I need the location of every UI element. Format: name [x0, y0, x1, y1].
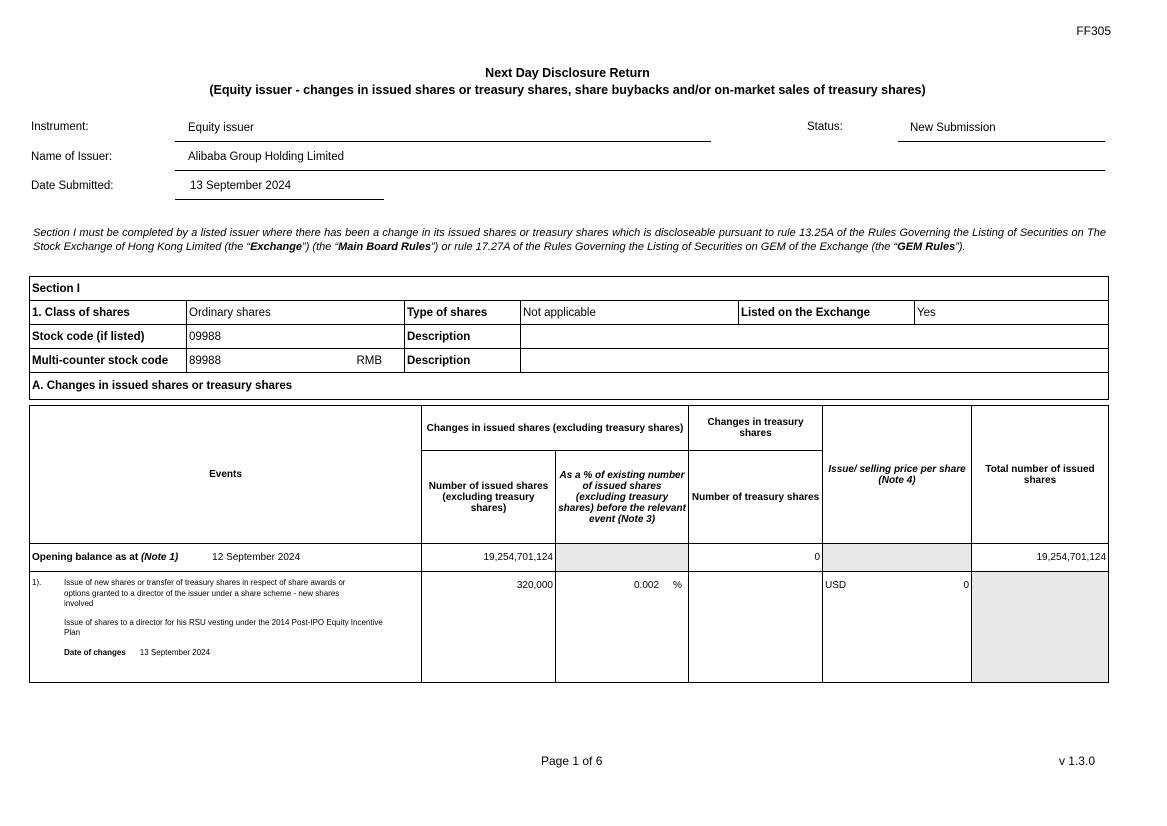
stock-code-value: 09988 [187, 325, 405, 349]
section1-title: Section I [30, 277, 1109, 301]
intro-paragraph: Section I must be completed by a listed issuer where there has been a change in its issued shares or treasury shares which is discloseable pursuant to rule 13.25A of the Rules Governing the Listing of Securities on The Stock Exchange of Hong Kong Limited (the “Exchange”) (the “Main Board Rules”) or rule 17.27A of the Rules Governing the Listing of Securities on GEM of the Exchange (the “GEM Rules”). [33, 227, 1106, 253]
event-cell [30, 572, 422, 683]
version: v 1.3.0 [1058, 754, 1095, 768]
multi-counter-value: 89988 RMB [187, 349, 405, 373]
event-number: 1). [32, 578, 42, 587]
opening-pct-blank [556, 544, 689, 572]
event-row [30, 572, 1109, 683]
section1-table [29, 276, 1109, 400]
opening-issued: 19,254,701,124 [422, 544, 556, 572]
listed-label: Listed on the Exchange [739, 301, 915, 325]
instrument-label: Instrument: [31, 121, 89, 133]
status-underline [898, 141, 1105, 142]
description-label: Description [405, 325, 521, 349]
date-submitted-value: 13 September 2024 [190, 180, 292, 192]
multi-counter-currency: RMB [356, 354, 382, 367]
total-header: Total number of issued shares [972, 406, 1109, 544]
changes-treasury-header: Changes in treasury shares [689, 406, 823, 451]
event-total-blank [972, 572, 1109, 683]
multi-counter-label: Multi-counter stock code [30, 349, 187, 373]
date-underline [175, 199, 384, 200]
event-price: USD 0 [823, 572, 972, 683]
event-issued: 320,000 [422, 572, 556, 683]
type-of-shares-label: Type of shares [405, 301, 521, 325]
event-description: Issue of new shares or transfer of treasury shares in respect of share awards or options granted to a director of the issuer under a share scheme - new shares involved [64, 578, 346, 608]
part-a-title: A. Changes in issued shares or treasury shares [30, 373, 1109, 400]
issuer-underline [175, 170, 1105, 171]
description-value-2 [521, 349, 1109, 373]
opening-balance-row [30, 544, 1109, 572]
page-title: Next Day Disclosure Return [485, 66, 650, 80]
page-subtitle: (Equity issuer - changes in issued shares or treasury shares, share buybacks and/or on-market sales of treasury shares) [209, 83, 926, 97]
opening-balance-cell: Opening balance as at (Note 1) 12 September 2024 [30, 544, 422, 572]
class-of-shares-value: Ordinary shares [187, 301, 405, 325]
event-treasury-blank [689, 572, 823, 683]
event-pct: 0.002 % [556, 572, 689, 683]
opening-price-blank [823, 544, 972, 572]
changes-table [29, 405, 1109, 683]
pct-header: As a % of existing number of issued shares (excluding treasury shares) before the relevant event (Note 3) [556, 451, 689, 544]
opening-total: 19,254,701,124 [972, 544, 1109, 572]
issuer-value: Alibaba Group Holding Limited [188, 151, 344, 163]
num-issued-header: Number of issued shares (excluding treasury shares) [422, 451, 556, 544]
date-submitted-label: Date Submitted: [31, 180, 114, 192]
stock-code-label: Stock code (if listed) [30, 325, 187, 349]
opening-treasury: 0 [689, 544, 823, 572]
type-of-shares-value: Not applicable [521, 301, 739, 325]
listed-value: Yes [915, 301, 1109, 325]
form-code: FF305 [1076, 24, 1111, 38]
issuer-label: Name of Issuer: [31, 151, 113, 163]
date-of-changes: Date of changes 13 September 2024 [64, 647, 211, 657]
event-detail: Issue of shares to a director for his RSU vesting under the 2014 Post-IPO Equity Incentive Plan [64, 617, 383, 637]
instrument-underline [175, 141, 711, 142]
events-header: Events [30, 406, 422, 544]
status-label: Status: [807, 121, 843, 133]
instrument-value: Equity issuer [188, 122, 254, 134]
changes-issued-header: Changes in issued shares (excluding treasury shares) [422, 406, 689, 451]
page-number: Page 1 of 6 [541, 754, 603, 768]
status-value: New Submission [910, 122, 996, 134]
class-of-shares-label: 1. Class of shares [30, 301, 187, 325]
num-treasury-header: Number of treasury shares [689, 451, 823, 544]
price-header: Issue/ selling price per share (Note 4) [823, 406, 972, 544]
description-value [521, 325, 1109, 349]
description-label-2: Description [405, 349, 521, 373]
